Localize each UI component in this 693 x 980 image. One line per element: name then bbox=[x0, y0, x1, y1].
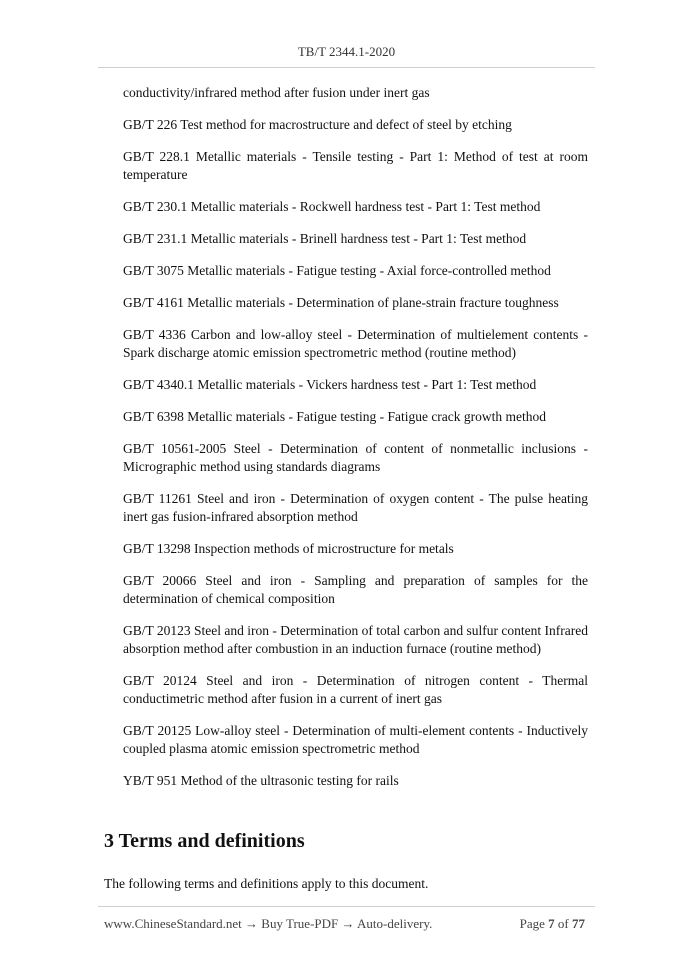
reference-item: GB/T 11261 Steel and iron - Determination of oxygen content - The pulse heating inert gas fusion-infrared absorption method bbox=[123, 491, 588, 524]
normative-references-list bbox=[123, 84, 588, 804]
page-indicator bbox=[520, 916, 585, 932]
reference-item: GB/T 3075 Metallic materials - Fatigue testing - Axial force-controlled method bbox=[123, 263, 551, 278]
page-label: Page bbox=[519, 916, 545, 931]
reference-item: GB/T 226 Test method for macrostructure and defect of steel by etching bbox=[123, 117, 512, 132]
reference-item: GB/T 20123 Steel and iron - Determination of total carbon and sulfur content Infrared absorption method after combustion in an induction furnace (routine method) bbox=[123, 623, 588, 656]
footer-divider bbox=[98, 906, 595, 907]
reference-item: YB/T 951 Method of the ultrasonic testing for rails bbox=[123, 773, 399, 788]
reference-item: GB/T 20066 Steel and iron - Sampling and preparation of samples for the determination of chemical composition bbox=[123, 573, 588, 606]
reference-item: GB/T 20125 Low-alloy steel - Determination of multi-element contents - Inductively coupled plasma atomic emission spectrometric method bbox=[123, 723, 588, 756]
reference-item: GB/T 20124 Steel and iron - Determination of nitrogen content - Thermal conductimetric method after fusion in a current of inert gas bbox=[123, 673, 588, 706]
of-label: of bbox=[557, 916, 569, 931]
section-intro-text: The following terms and definitions apply to this document. bbox=[104, 876, 429, 891]
delivery-text: Auto-delivery. bbox=[357, 916, 433, 931]
reference-item: GB/T 4340.1 Metallic materials - Vickers hardness test - Part 1: Test method bbox=[123, 377, 537, 392]
reference-item: GB/T 10561-2005 Steel - Determination of content of nonmetallic inclusions - Micrographic method using standards diagrams bbox=[123, 441, 588, 474]
footer-promo bbox=[104, 916, 432, 932]
section-heading: 3 Terms and definitions bbox=[104, 830, 305, 852]
current-page-number: 7 bbox=[548, 916, 555, 931]
reference-item: GB/T 4336 Carbon and low-alloy steel - Determination of multielement contents - Spark discharge atomic emission spectrometric method (routine method) bbox=[123, 327, 588, 360]
reference-item: GB/T 4161 Metallic materials - Determination of plane-strain fracture toughness bbox=[123, 295, 559, 310]
reference-item: GB/T 231.1 Metallic materials - Brinell hardness test - Part 1: Test method bbox=[123, 231, 527, 246]
arrow-right-icon: → bbox=[341, 916, 355, 931]
reference-item: GB/T 230.1 Metallic materials - Rockwell hardness test - Part 1: Test method bbox=[123, 199, 541, 214]
reference-item: conductivity/infrared method after fusion under inert gas bbox=[123, 85, 430, 100]
document-id-header: TB/T 2344.1-2020 bbox=[297, 44, 396, 59]
reference-item: GB/T 6398 Metallic materials - Fatigue testing - Fatigue crack growth method bbox=[123, 409, 547, 424]
reference-item: GB/T 13298 Inspection methods of microstructure for metals bbox=[123, 541, 454, 556]
total-pages-number: 77 bbox=[572, 916, 585, 931]
arrow-right-icon: → bbox=[245, 916, 259, 931]
reference-item: GB/T 228.1 Metallic materials - Tensile testing - Part 1: Method of test at room temperature bbox=[123, 149, 588, 182]
buy-text: Buy True-PDF bbox=[261, 916, 339, 931]
header-divider bbox=[98, 67, 595, 68]
site-link[interactable]: www.ChineseStandard.net bbox=[104, 916, 242, 931]
page-footer bbox=[104, 916, 585, 932]
